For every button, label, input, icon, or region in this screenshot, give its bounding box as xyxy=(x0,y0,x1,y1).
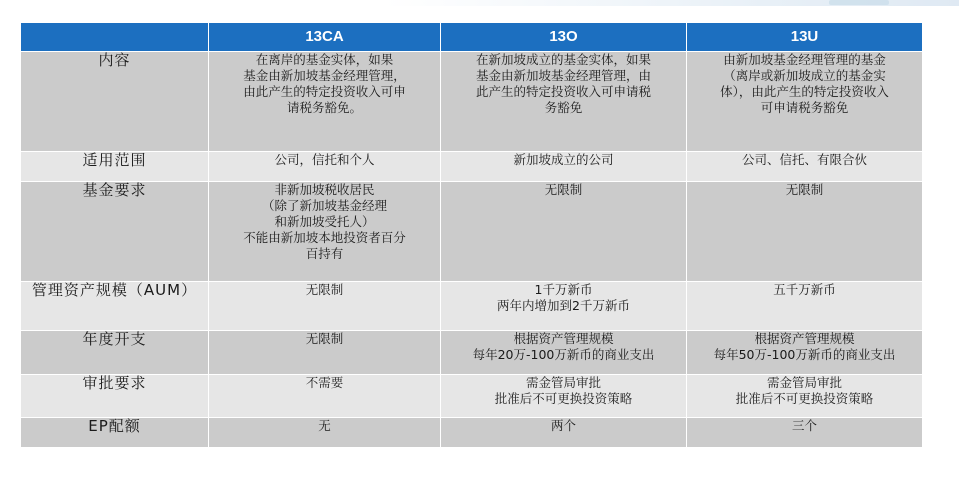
table-cell: 1千万新币 两年内增加到2千万新币 xyxy=(441,282,687,331)
table-cell: 不需要 xyxy=(209,375,441,418)
table-cell: 无限制 xyxy=(441,182,687,282)
table-row xyxy=(21,418,923,448)
header-row xyxy=(21,23,923,52)
row-label: 管理资产规模（AUM） xyxy=(21,282,209,331)
top-bar xyxy=(0,0,959,6)
table-cell: 无限制 xyxy=(687,182,923,282)
row-label: 基金要求 xyxy=(21,182,209,282)
comparison-table xyxy=(20,22,923,448)
table-cell: 需金管局审批 批准后不可更换投资策略 xyxy=(687,375,923,418)
table-row xyxy=(21,52,923,152)
table-cell: 在离岸的基金实体，如果 基金由新加坡基金经理管理， 由此产生的特定投资收入可申 请税务豁免。 xyxy=(209,52,441,152)
table-cell: 根据资产管理规模 每年50万-100万新币的商业支出 xyxy=(687,331,923,375)
table-cell: 需金管局审批 批准后不可更换投资策略 xyxy=(441,375,687,418)
table-cell: 根据资产管理规模 每年20万-100万新币的商业支出 xyxy=(441,331,687,375)
table-row xyxy=(21,182,923,282)
row-label: 内容 xyxy=(21,52,209,152)
header-13o: 13O xyxy=(441,23,687,52)
table-cell: 无限制 xyxy=(209,331,441,375)
table-cell: 两个 xyxy=(441,418,687,448)
table-cell: 无限制 xyxy=(209,282,441,331)
decorative-bar xyxy=(829,0,889,5)
table-row xyxy=(21,331,923,375)
table-cell: 新加坡成立的公司 xyxy=(441,152,687,182)
table-row xyxy=(21,375,923,418)
row-label: 年度开支 xyxy=(21,331,209,375)
header-13u: 13U xyxy=(687,23,923,52)
table-cell: 在新加坡成立的基金实体，如果 基金由新加坡基金经理管理，由 此产生的特定投资收入可申请税 务豁免 xyxy=(441,52,687,152)
row-label: 审批要求 xyxy=(21,375,209,418)
table-row xyxy=(21,282,923,331)
table-cell: 无 xyxy=(209,418,441,448)
row-label: EP配额 xyxy=(21,418,209,448)
table-row xyxy=(21,152,923,182)
table-cell: 三个 xyxy=(687,418,923,448)
table-cell: 公司，信托和个人 xyxy=(209,152,441,182)
table-cell: 非新加坡税收居民 （除了新加坡基金经理 和新加坡受托人） 不能由新加坡本地投资者百分 百持有 xyxy=(209,182,441,282)
row-label: 适用范围 xyxy=(21,152,209,182)
table-cell: 公司、信托、有限合伙 xyxy=(687,152,923,182)
table-cell: 五千万新币 xyxy=(687,282,923,331)
table-cell: 由新加坡基金经理管理的基金 （离岸或新加坡成立的基金实 体），由此产生的特定投资收入 可申请税务豁免 xyxy=(687,52,923,152)
header-corner xyxy=(21,23,209,52)
header-13ca: 13CA xyxy=(209,23,441,52)
